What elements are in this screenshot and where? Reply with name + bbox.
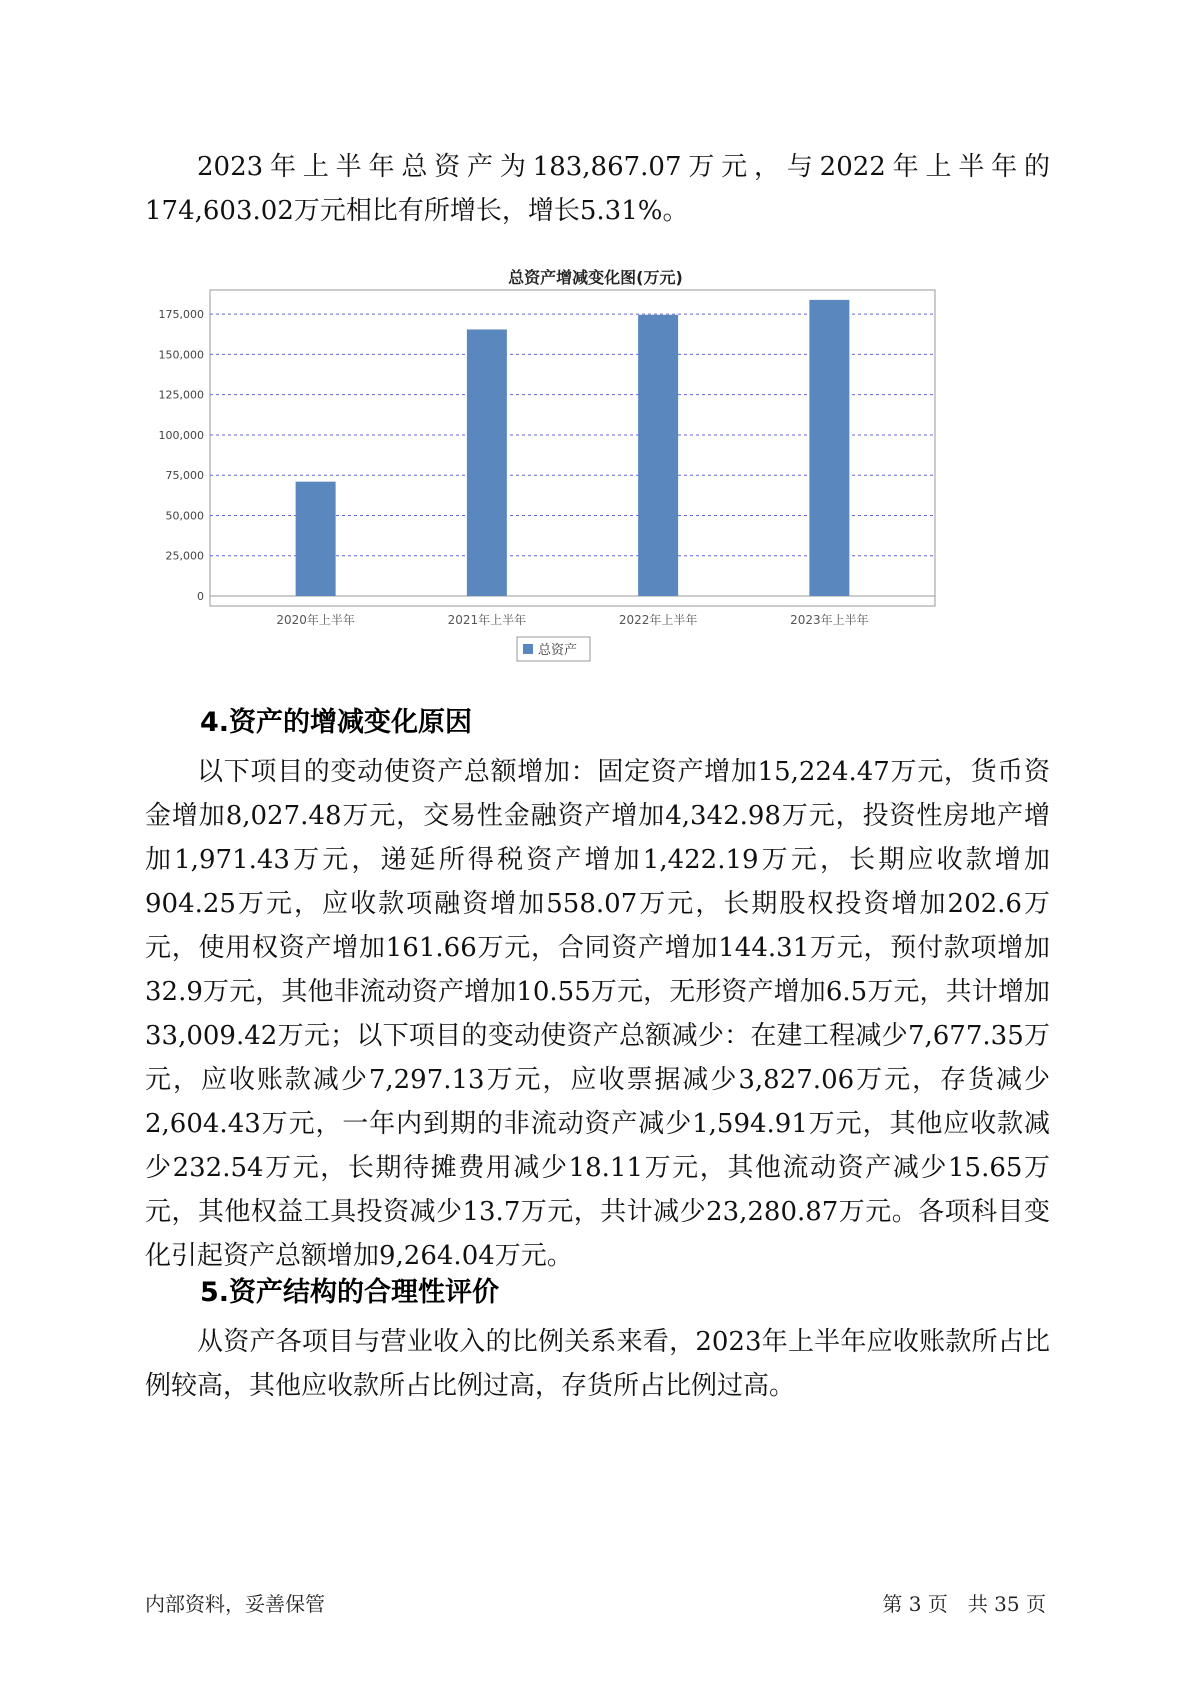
y-tick-label: 125,000 xyxy=(158,388,204,402)
y-tick-label: 50,000 xyxy=(165,509,204,523)
y-tick-label: 25,000 xyxy=(165,549,204,563)
asset-changes-paragraph: 以下项目的变动使资产总额增加：固定资产增加15,224.47万元，货币资金增加8,027.48万元，交易性金融资产增加4,342.98万元，投资性房地产增加1,971.43万元，递延所得税资产增加1,422.19万元，长期应收款增加904.25万元，应收款项融资增加558.07万元，长期股权投资增加202.6万元，使用权资产增加161.66万元，合同资产增加144.31万元，预付款项增加32.9万元，其他非流动资产增加10.55万元，无形资产增加6.5万元，共计增加33,009.42万元；以下项目的变动使资产总额减少：在建工程减少7,677.35万元，应收账款减少7,297.13万元，应收票据减少3,827.06万元，存货减少2,604.43万元，一年内到期的非流动资产减少1,594.91万元，其他应收款减少232.54万元，长期待摊费用减少18.11万元，其他流动资产减少15.65万元，其他权益工具投资减少13.7万元，共计减少23,280.87万元。各项科目变化引起资产总额增加9,264.04万元。 xyxy=(145,757,1050,1271)
page-number: 第 3 页 共 35 页 xyxy=(882,1592,1046,1616)
y-tick-label: 75,000 xyxy=(165,469,204,483)
y-axis-ticks xyxy=(159,308,205,603)
footer-note: 内部资料，妥善保管 xyxy=(145,1592,325,1616)
bar-4 xyxy=(809,300,849,596)
y-tick-label: 175,000 xyxy=(158,308,204,322)
bar-3 xyxy=(638,315,678,596)
y-tick-label: 0 xyxy=(197,590,204,603)
legend-swatch xyxy=(523,644,533,654)
intro-paragraph: 2023年上半年总资产为183,867.07万元，与2022年上半年的174,603.02万元相比有所增长，增长5.31%。 xyxy=(145,152,1050,226)
x-tick-label: 2021年上半年 xyxy=(447,613,527,627)
y-tick-label: 150,000 xyxy=(158,348,204,362)
section-5-heading: 5.资产结构的合理性评价 xyxy=(200,1277,500,1308)
total-assets-bar-chart xyxy=(0,0,1191,700)
bar-2 xyxy=(467,329,507,596)
evaluation-paragraph: 从资产各项目与营业收入的比例关系来看，2023年上半年应收账款所占比例较高，其他应收款所占比例过高，存货所占比例过高。 xyxy=(145,1327,1050,1401)
y-tick-label: 100,000 xyxy=(158,428,204,442)
legend-label: 总资产 xyxy=(538,643,578,658)
chart-title: 总资产增减变化图(万元) xyxy=(508,268,683,287)
x-tick-label: 2020年上半年 xyxy=(276,613,355,627)
x-axis-ticks xyxy=(276,612,868,627)
bar-1 xyxy=(296,482,336,596)
x-tick-label: 2022年上半年 xyxy=(618,613,698,627)
legend xyxy=(517,637,590,661)
x-tick-label: 2023年上半年 xyxy=(790,613,869,627)
section-4-heading: 4.资产的增减变化原因 xyxy=(200,707,473,738)
